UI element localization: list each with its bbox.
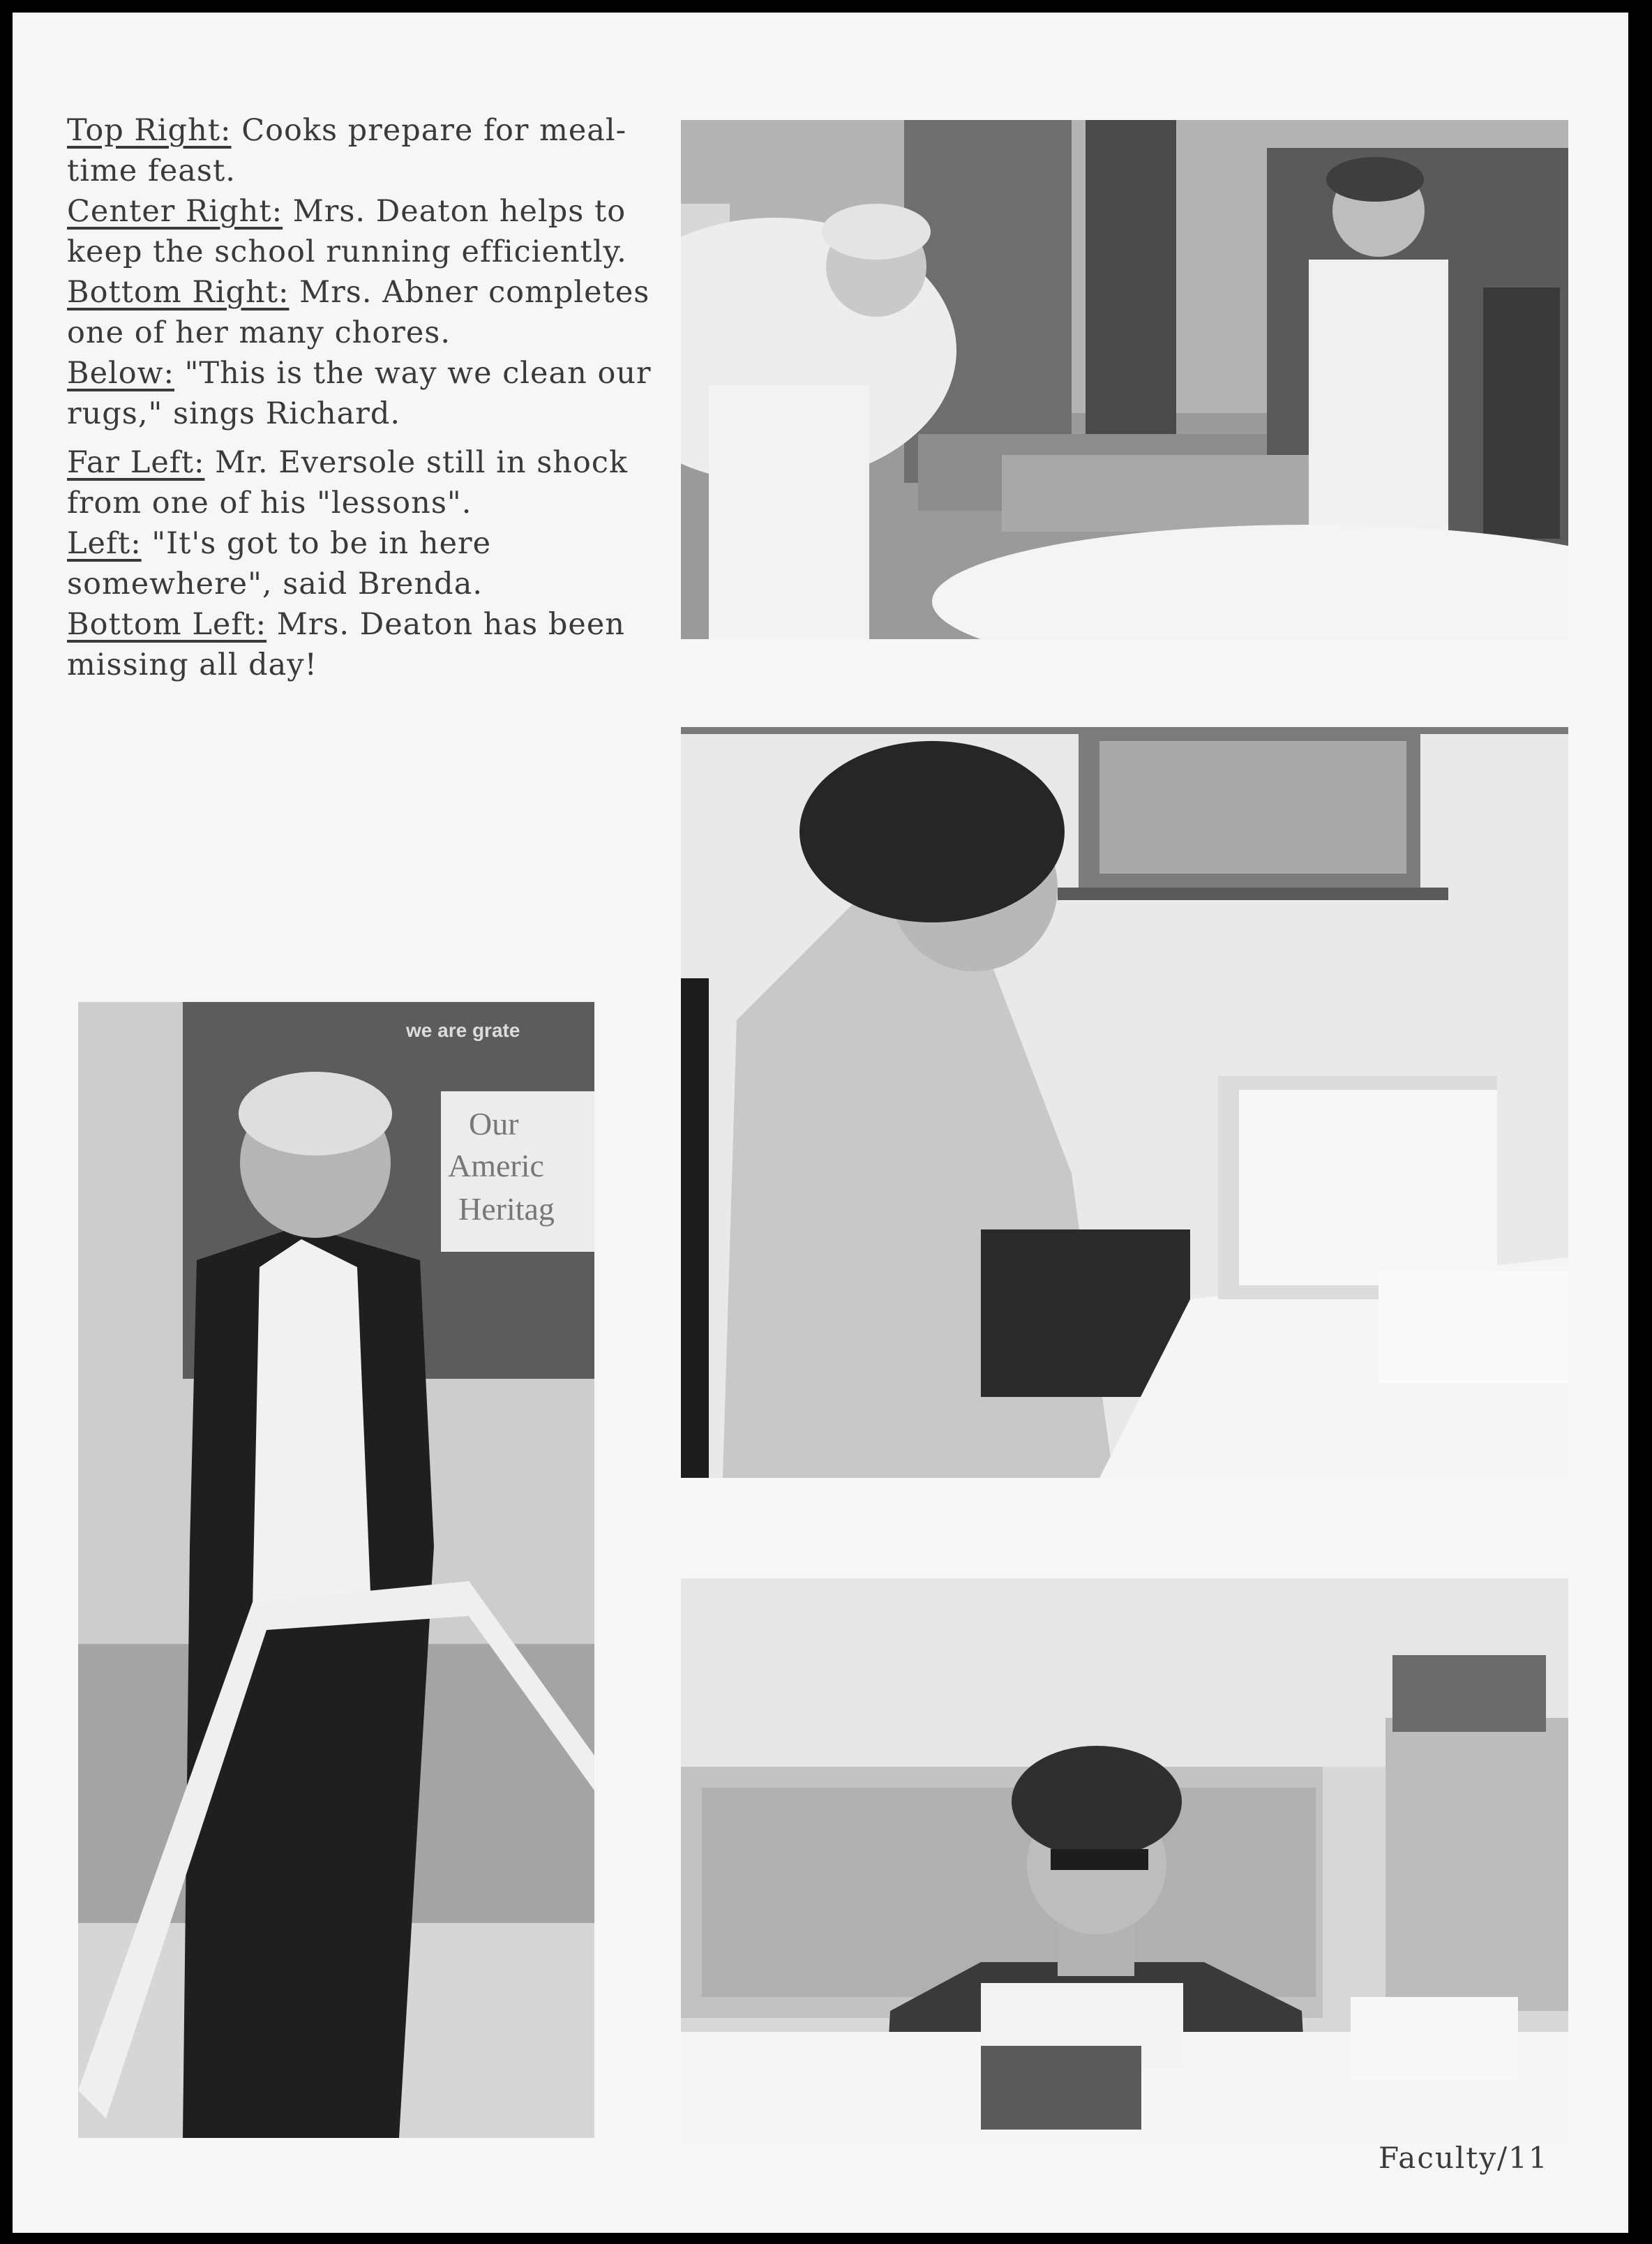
photo-cooks-kitchen bbox=[681, 120, 1568, 639]
sign-line: Americ bbox=[448, 1148, 544, 1183]
banner-text: we are grate bbox=[406, 1019, 520, 1041]
caption-label: Far Left: bbox=[67, 445, 205, 480]
caption-bottom-right bbox=[67, 272, 695, 353]
photo-mrs-deaton-desk bbox=[681, 727, 1568, 1478]
sign-line: Our bbox=[469, 1106, 519, 1142]
caption-text: Mrs. Abner completes one of her many chores. bbox=[67, 275, 650, 350]
sign-line: Heritag bbox=[458, 1191, 555, 1227]
caption-far-left bbox=[67, 442, 695, 523]
caption-label: Below: bbox=[67, 356, 174, 391]
caption-bottom-left bbox=[67, 604, 695, 685]
caption-top-right bbox=[67, 110, 695, 191]
captions-block bbox=[67, 110, 695, 685]
yearbook-page bbox=[13, 13, 1628, 2233]
caption-text: Mrs. Deaton helps to keep the school running efficiently. bbox=[67, 194, 627, 269]
caption-text: Cooks prepare for meal-time feast. bbox=[67, 113, 627, 188]
caption-label: Bottom Right: bbox=[67, 275, 290, 310]
caption-label: Left: bbox=[67, 526, 142, 561]
caption-label: Bottom Left: bbox=[67, 607, 267, 642]
caption-label: Center Right: bbox=[67, 194, 283, 229]
caption-below bbox=[67, 353, 695, 434]
caption-text: Mrs. Deaton has been missing all day! bbox=[67, 607, 625, 682]
caption-left bbox=[67, 523, 695, 604]
caption-center-right bbox=[67, 191, 695, 272]
caption-text: "It's got to be in here somewhere", said Brenda. bbox=[67, 526, 492, 601]
caption-text: "This is the way we clean our rugs," sings Richard. bbox=[67, 356, 652, 431]
photo-mrs-abner-desk bbox=[681, 1578, 1568, 2139]
page-folio: Faculty/11 bbox=[1379, 2141, 1549, 2175]
photo-richard-vacuum bbox=[78, 1002, 594, 2138]
caption-text: Mr. Eversole still in shock from one of his "lessons". bbox=[67, 445, 629, 521]
caption-label: Top Right: bbox=[67, 113, 232, 148]
